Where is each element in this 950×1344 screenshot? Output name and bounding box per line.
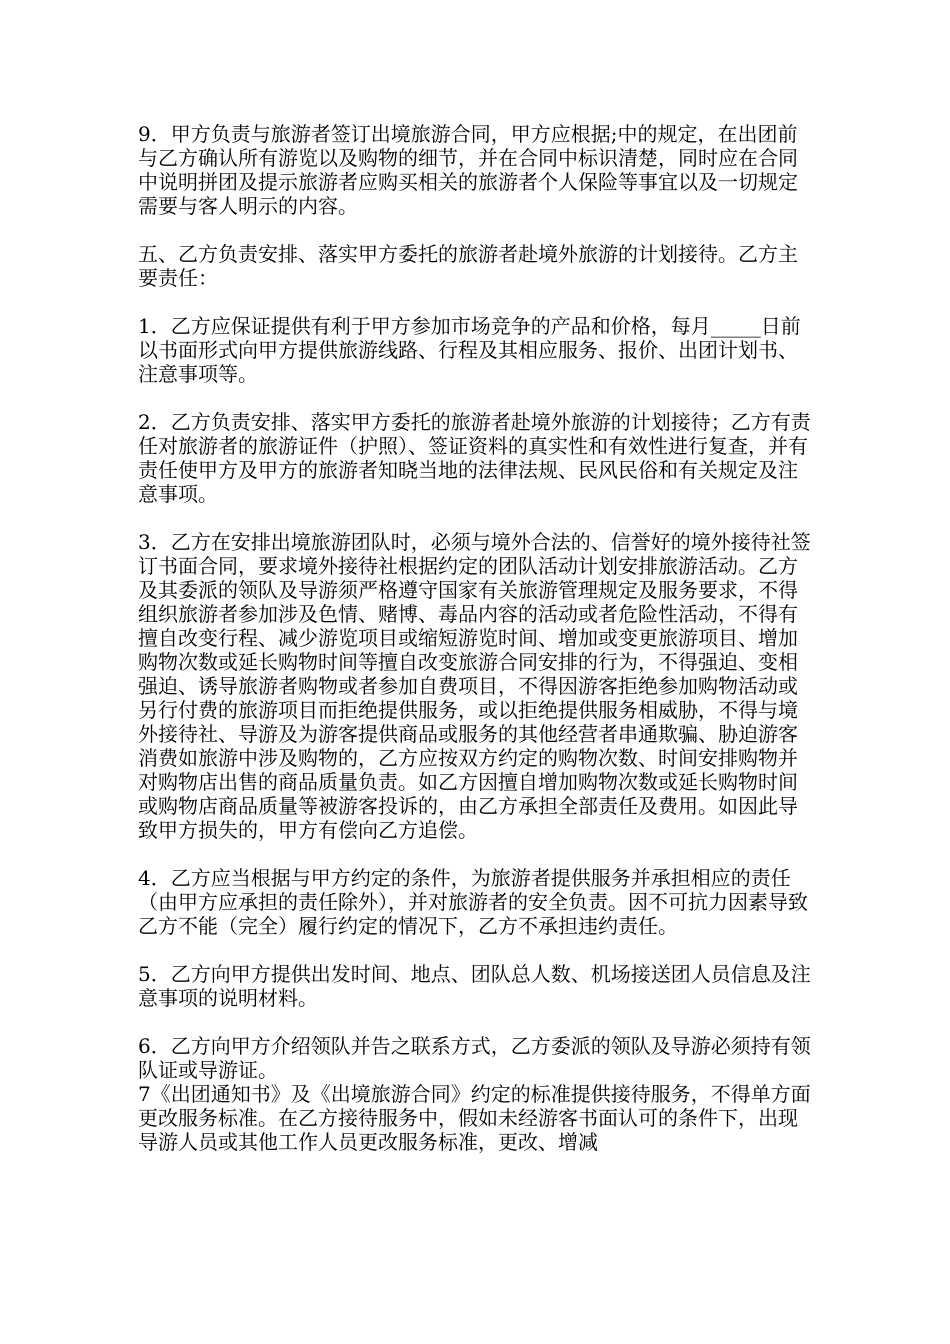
clause-7-paragraph: 7《出团通知书》及《出境旅游合同》约定的标准提供接待服务，不得单方面更改服务标准。在乙方接待服务中，假如未经游客书面认可的条件下，出现导游人员或其他工作人员更改服务标准，更改、增减: [138, 1082, 811, 1154]
clause-1-paragraph: 1．乙方应保证提供有利于甲方参加市场竞争的产品和价格，每月_____日前以书面形式向甲方提供旅游线路、行程及其相应服务、报价、出团计划书、注意事项等。: [138, 314, 801, 386]
clause-4-paragraph: 4．乙方应当根据与甲方约定的条件，为旅游者提供服务并承担相应的责任（由甲方应承担的责任除外），并对旅游者的安全负责。因不可抗力因素导致乙方不能（完全）履行约定的情况下，乙方不承担违约责任。: [138, 866, 808, 938]
clause-3-paragraph: 3．乙方在安排出境旅游团队时，必须与境外合法的、信誉好的境外接待社签订书面合同，要求境外接待社根据约定的团队活动计划安排旅游活动。乙方及其委派的领队及导游须严格遵守国家有关旅游管理规定及服务要求，不得组织旅游者参加涉及色情、赌博、毒品内容的活动或者危险性活动，不得有擅自改变行程、减少游览项目或缩短游览时间、增加或变更旅游项目、增加购物次数或延长购物时间等擅自改变旅游合同安排的行为，不得强迫、变相强迫、诱导旅游者购物或者参加自费项目，不得因游客拒绝参加购物活动或另行付费的旅游项目而拒绝提供服务，或以拒绝提供服务相威胁，不得与境外接待社、导游及为游客提供商品或服务的其他经营者串通欺骗、胁迫游客消费如旅游中涉及购物的，乙方应按双方约定的购物次数、时间安排购物并对购物店出售的商品质量负责。如乙方因擅自增加购物次数或延长购物时间或购物店商品质量等被游客投诉的，由乙方承担全部责任及费用。如因此导致甲方损失的，甲方有偿向乙方追偿。: [138, 530, 811, 842]
document-body: [138, 122, 816, 1154]
clause-2-paragraph: 2．乙方负责安排、落实甲方委托的旅游者赴境外旅游的计划接待；乙方有责任对旅游者的旅游证件（护照）、签证资料的真实性和有效性进行复查，并有责任使甲方及甲方的旅游者知晓当地的法律法规、民风民俗和有关规定及注意事项。: [138, 410, 811, 506]
clause-5-paragraph: 5．乙方向甲方提供出发时间、地点、团队总人数、机场接送团人员信息及注意事项的说明材料。: [138, 962, 811, 1010]
section-5-heading-paragraph: 五、乙方负责安排、落实甲方委托的旅游者赴境外旅游的计划接待。乙方主要责任：: [138, 242, 798, 290]
clause-6-paragraph: 6．乙方向甲方介绍领队并告之联系方式，乙方委派的领队及导游必须持有领队证或导游证。: [138, 1034, 811, 1082]
clause-9-paragraph: 9．甲方负责与旅游者签订出境旅游合同，甲方应根据;中的规定，在出团前与乙方确认所有游览以及购物的细节，并在合同中标识清楚，同时应在合同中说明拼团及提示旅游者应购买相关的旅游者个人保险等事宜以及一切规定需要与客人明示的内容。: [138, 122, 798, 218]
